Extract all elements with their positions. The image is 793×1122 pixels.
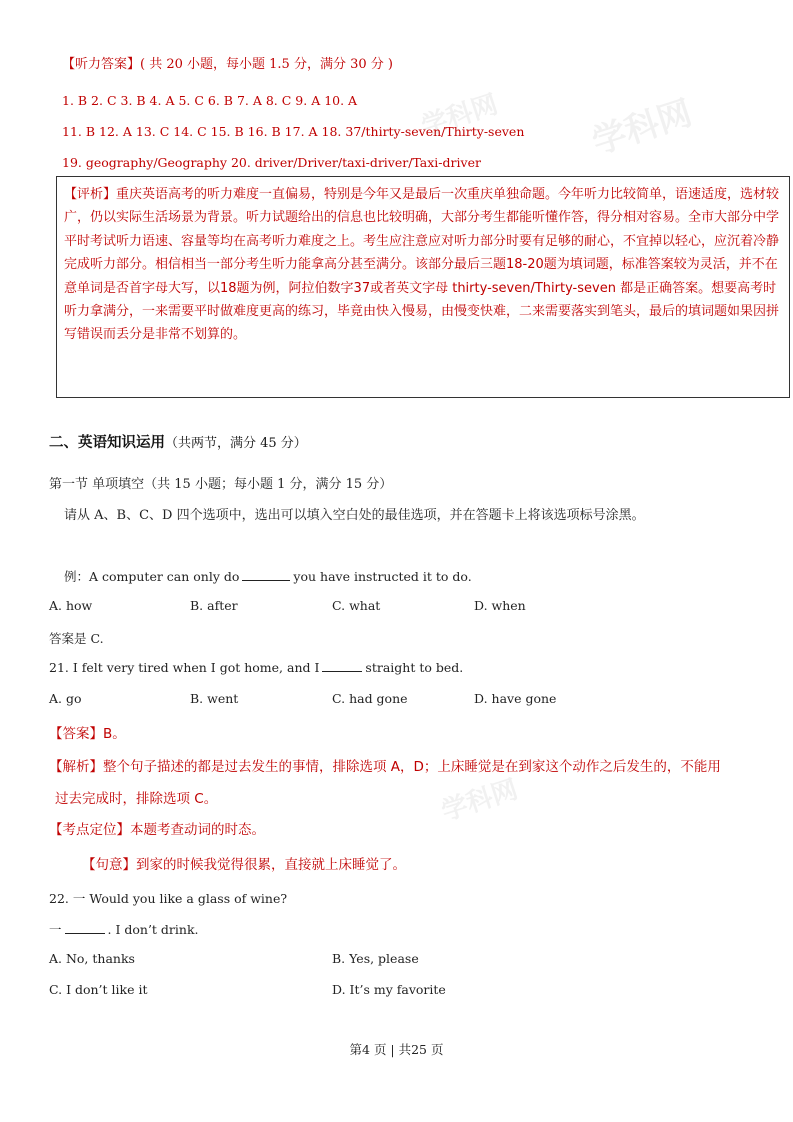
q22-option-b: B. Yes, please bbox=[332, 951, 419, 966]
answers-line-2: 11. B 12. A 13. C 14. C 15. B 16. B 17. A 18. 37/thirty-seven/Thirty-seven bbox=[62, 124, 525, 139]
q22-reply-text: . I don’t drink. bbox=[107, 922, 199, 937]
watermark-logo: 学科网 bbox=[438, 774, 522, 828]
analysis-text: 【评析】重庆英语高考的听力难度一直偏易，特别是今年又是最后一次重庆单独命题。今年听力比较简单，语速适度，选材较广，仍以实际生活场景为背景。听力试题给出的信息也比较明确，大部分考生都能听懂作答，得分相对容易。全市大部分中学平时考试听力语速、容量等均在高考听力难度之上。考生应注意应对听力部分时要有足够的耐心，不宜掉以轻心，应沉着冷静完成听力部分。相信相当一部分考生听力能拿高分甚至满分。该部分最后三题18-20题为填词题，标准答案较为灵活，并不在意单词是否首字母大写，以18题为例，阿拉伯数字37或者英文字母 thirty-seven/Thirty-seven 都是正确答案。想要高考时听力拿满分，一来需要平时做难度更高的练习，毕竟由快入慢易，由慢变快难，二来需要落实到笔头，最后的填词题如果因拼写错误而丢分是非常不划算的。 bbox=[64, 187, 780, 343]
section-subtitle: （共两节，满分 45 分） bbox=[165, 436, 307, 451]
section-title-text: 二、英语知识运用 bbox=[49, 435, 165, 451]
q22-reply bbox=[49, 920, 199, 938]
q21-option-b: B. went bbox=[190, 691, 239, 706]
answer-blank bbox=[65, 932, 105, 934]
part1-heading: 第一节 单项填空（共 15 小题；每小题 1 分，满分 15 分） bbox=[49, 477, 393, 492]
q21-option-d: D. have gone bbox=[474, 691, 557, 706]
question-21 bbox=[49, 660, 463, 675]
q21-stem-a: 21. I felt very tired when I got home, and I bbox=[49, 660, 320, 675]
answer-blank bbox=[322, 670, 362, 672]
q21-test-point: 【考点定位】本题考查动词的时态。 bbox=[49, 822, 265, 838]
q21-sentence-meaning: 【句意】到家的时候我觉得很累，直接就上床睡觉了。 bbox=[82, 857, 406, 873]
example-answer: 答案是 C. bbox=[49, 631, 104, 646]
example-stem-b: you have instructed it to do. bbox=[293, 569, 472, 584]
answer-blank bbox=[242, 579, 290, 581]
question-22: 22. 一 Would you like a glass of wine? bbox=[49, 891, 288, 906]
page-footer: 第4 页 | 共25 页 bbox=[349, 1042, 444, 1057]
answers-line-3: 19. geography/Geography 20. driver/Driver/taxi-driver/Taxi-driver bbox=[62, 155, 481, 170]
q21-analysis-line-2: 过去完成时，排除选项 C。 bbox=[55, 791, 218, 807]
q21-option-a: A. go bbox=[49, 691, 82, 706]
section-title bbox=[49, 431, 307, 452]
listening-answers-title: 【听力答案】( 共 20 小题，每小题 1.5 分，满分 30 分 ) bbox=[62, 57, 393, 72]
q21-answer: 【答案】B。 bbox=[49, 726, 126, 742]
q22-option-c: C. I don’t like it bbox=[49, 982, 148, 997]
example-question bbox=[64, 567, 472, 585]
analysis-box bbox=[56, 176, 790, 398]
q22-option-a: A. No, thanks bbox=[49, 951, 135, 966]
q22-reply-dash: 一 bbox=[49, 922, 62, 937]
watermark-logo: 学科网 bbox=[587, 93, 697, 163]
example-option-c: C. what bbox=[332, 598, 381, 613]
q21-option-c: C. had gone bbox=[332, 691, 408, 706]
q21-stem-b: straight to bed. bbox=[365, 660, 464, 675]
q21-analysis-line-1: 【解析】整个句子描述的都是过去发生的事情，排除选项 A，D；上床睡觉是在到家这个动作之后发生的，不能用 bbox=[49, 759, 721, 775]
watermark-logo: 学科网 bbox=[418, 89, 502, 143]
example-stem-a: 例：A computer can only do bbox=[64, 569, 240, 584]
example-option-d: D. when bbox=[474, 598, 526, 613]
example-option-a: A. how bbox=[49, 598, 93, 613]
answers-line-1: 1. B 2. C 3. B 4. A 5. C 6. B 7. A 8. C 9. A 10. A bbox=[62, 93, 358, 108]
q22-option-d: D. It’s my favorite bbox=[332, 982, 446, 997]
example-option-b: B. after bbox=[190, 598, 238, 613]
instruction-text: 请从 A、B、C、D 四个选项中，选出可以填入空白处的最佳选项，并在答题卡上将该选项标号涂黑。 bbox=[64, 508, 645, 523]
